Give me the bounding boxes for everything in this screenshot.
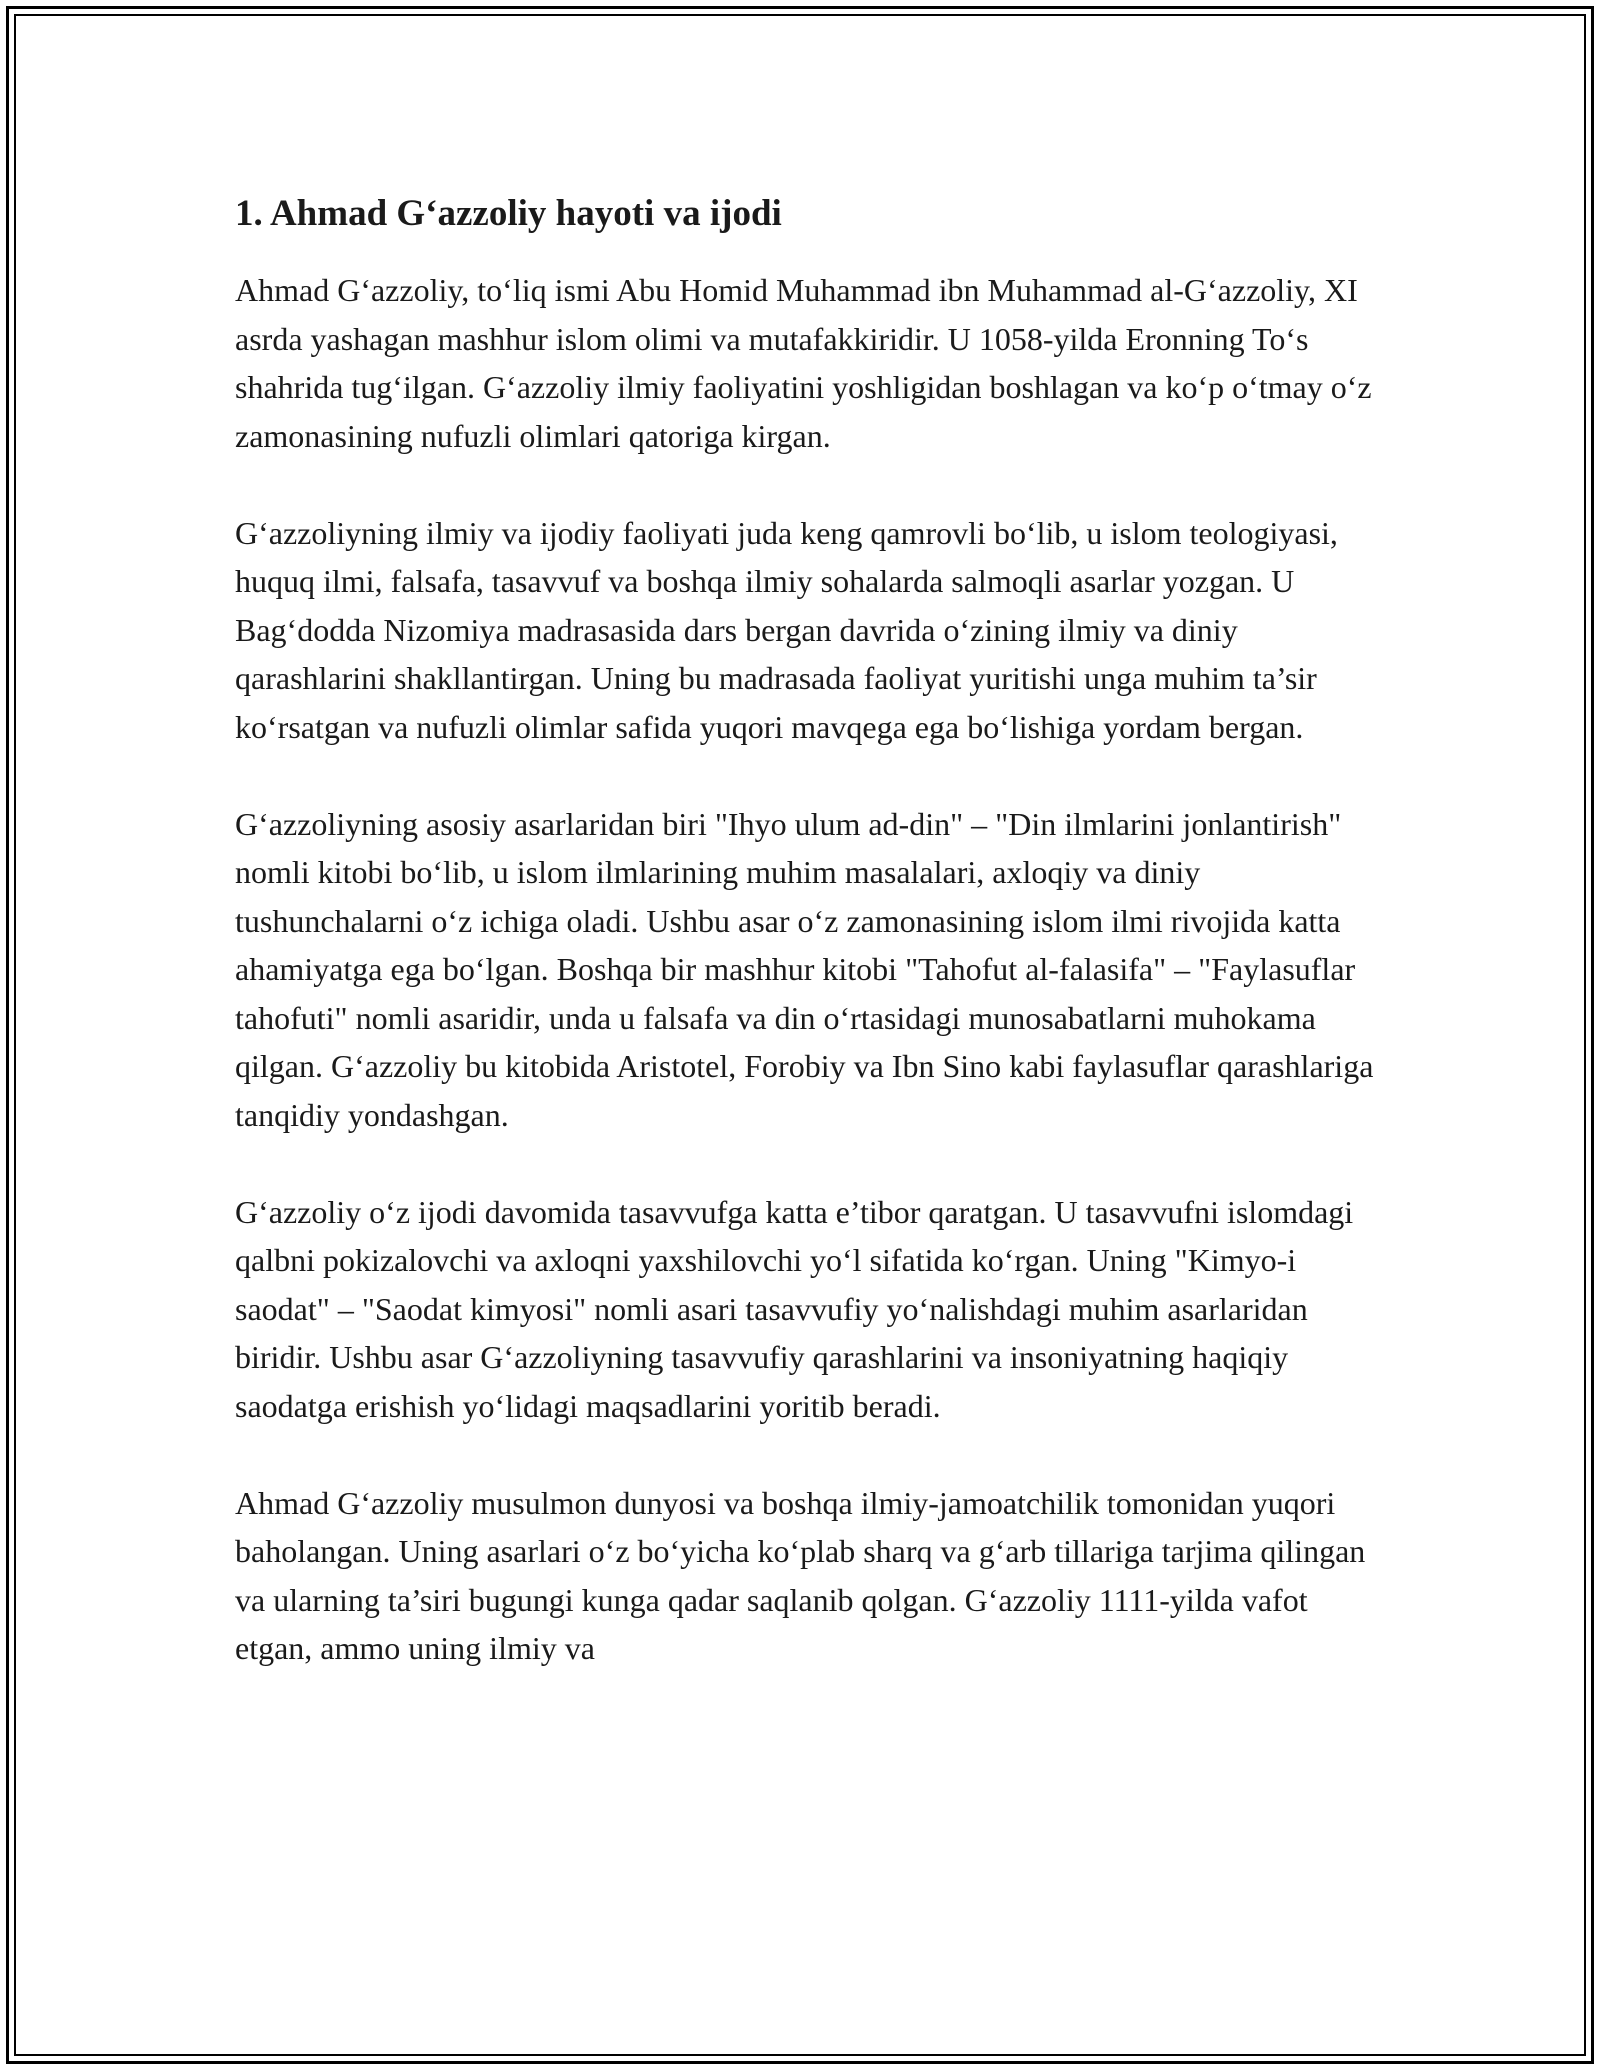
paragraph-3: G‘azzoliyning asosiy asarlaridan biri "Ihyo ulum ad-din" – "Din ilmlarini jonlantirish" nomli kitobi bo‘lib, u islom ilmlarining muhim masalalari, axloqiy va diniy tushunchalarni o‘z ichiga oladi. Ushbu asar o‘z zamonasining islom ilmi rivojida katta ahamiyatga ega bo‘lgan. Boshqa bir mashhur kitobi "Tahofut al-falasifa" – "Faylasuflar tahofuti" nomli asaridir, unda u falsafa va din o‘rtasidagi munosabatlarni muhokama qilgan. G‘azzoliy bu kitobida Aristotel, Forobiy va Ibn Sino kabi faylasuflar qarashlariga tanqidiy yondashgan. <box>235 805 1374 1133</box>
page-title: 1. Ahmad G‘azzoliy hayoti va ijodi <box>235 193 782 234</box>
paragraph-5: Ahmad G‘azzoliy musulmon dunyosi va boshqa ilmiy-jamoatchilik tomonidan yuqori baholangan. Uning asarlari o‘z bo‘yicha ko‘plab sharq va g‘arb tillariga tarjima qilingan va ularning ta’siri bugungi kunga qadar saqlanib qolgan. G‘azzoliy 1111-yilda vafot etgan, ammo uning ilmiy va <box>235 1484 1366 1666</box>
document-body <box>235 188 1375 1721</box>
paragraph-2: G‘azzoliyning ilmiy va ijodiy faoliyati juda keng qamrovli bo‘lib, u islom teologiyasi, huquq ilmi, falsafa, tasavvuf va boshqa ilmiy sohalarda salmoqli asarlar yozgan. U Bag‘dodda Nizomiya madrasasida dars bergan davrida o‘zining ilmiy va diniy qarashlarini shakllantirgan. Uning bu madrasada faoliyat yuritishi unga muhim ta’sir ko‘rsatgan va nufuzli olimlar safida yuqori mavqega ega bo‘lishiga yordam bergan. <box>235 514 1338 745</box>
paragraph-1: Ahmad G‘azzoliy, to‘liq ismi Abu Homid Muhammad ibn Muhammad al-G‘azzoliy, XI asrda yashagan mashhur islom olimi va mutafakkiridir. U 1058-yilda Eronning To‘s shahrida tug‘ilgan. G‘azzoliy ilmiy faoliyatini yoshligidan boshlagan va ko‘p o‘tmay o‘z zamonasining nufuzli olimlari qatoriga kirgan. <box>235 272 1372 454</box>
paragraph-4: G‘azzoliy o‘z ijodi davomida tasavvufga katta e’tibor qaratgan. U tasavvufni islomdagi qalbni pokizalovchi va axloqni yaxshilovchi yo‘l sifatida ko‘rgan. Uning "Kimyo-i saodat" – "Saodat kimyosi" nomli asari tasavvufiy yo‘nalishdagi muhim asarlaridan biridir. Ushbu asar G‘azzoliyning tasavvufiy qarashlarini va insoniyatning haqiqiy saodatga erishish yo‘lidagi maqsadlarini yoritib beradi. <box>235 1193 1354 1424</box>
